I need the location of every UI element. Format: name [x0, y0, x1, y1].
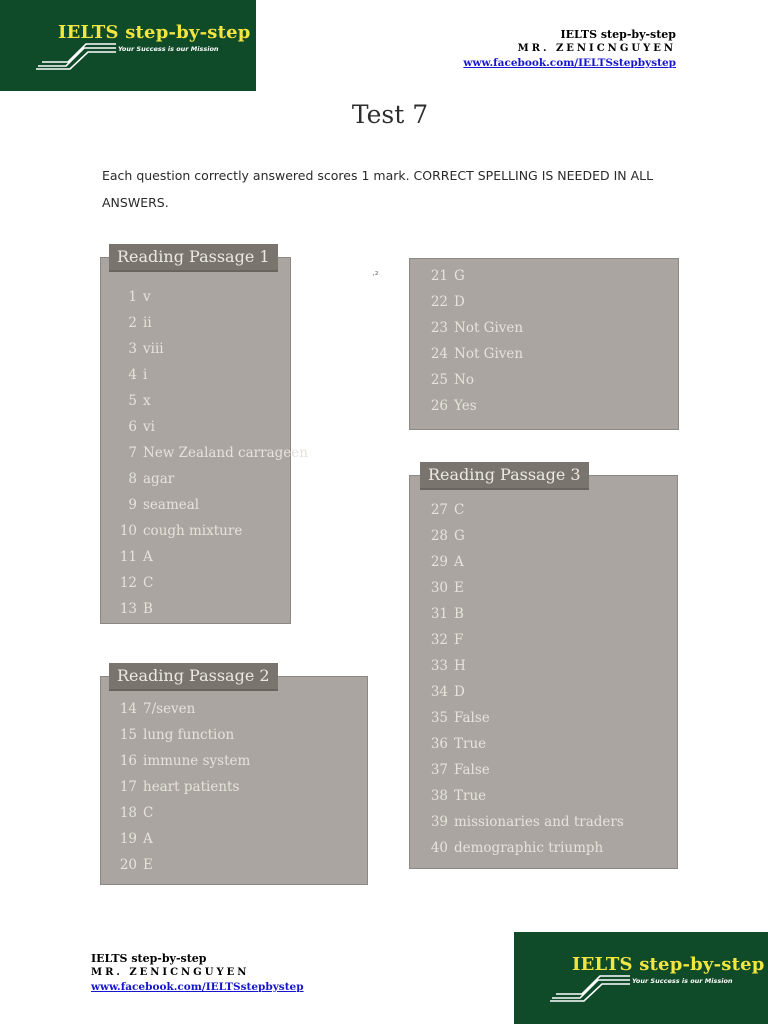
answer-text: cough mixture — [143, 523, 243, 539]
answer-number: 8 — [128, 471, 137, 487]
answer-text: True — [454, 736, 487, 752]
answer-item — [420, 315, 523, 341]
answer-text: i — [143, 367, 148, 383]
answer-text: ii — [143, 315, 152, 331]
answer-item — [109, 544, 308, 570]
answer-number: 2 — [128, 315, 137, 331]
answer-item — [109, 284, 308, 310]
answer-number: 29 — [430, 554, 448, 570]
answer-text: D — [454, 684, 465, 700]
footer-contact — [91, 952, 351, 994]
answer-number: 17 — [119, 779, 137, 795]
answer-number: 31 — [430, 606, 448, 622]
answer-text: missionaries and traders — [454, 814, 624, 830]
answer-item — [420, 601, 624, 627]
answer-text: H — [454, 658, 466, 674]
header-link[interactable]: www.facebook.com/IELTSstepbystep — [463, 57, 676, 69]
reading-passage-2-title: Reading Passage 2 — [109, 663, 278, 691]
answer-text: F — [454, 632, 464, 648]
answer-item — [109, 570, 308, 596]
answer-text: No — [454, 372, 474, 388]
answer-text: vi — [143, 419, 155, 435]
answer-item — [109, 852, 250, 878]
answer-text: agar — [143, 471, 175, 487]
answer-item — [109, 414, 308, 440]
answer-number: 3 — [128, 341, 137, 357]
answer-item — [109, 310, 308, 336]
answer-text: B — [143, 601, 153, 617]
answer-item — [109, 518, 308, 544]
answer-item — [109, 466, 308, 492]
answer-number: 27 — [430, 502, 448, 518]
reading-passage-1-title: Reading Passage 1 — [109, 244, 278, 272]
logo-tagline: Your Success is our Mission — [118, 45, 219, 53]
answer-number: 25 — [430, 372, 448, 388]
answer-text: v — [143, 289, 151, 305]
answer-number: 13 — [119, 601, 137, 617]
answer-list-p2-continued — [420, 263, 523, 419]
answer-item — [109, 696, 250, 722]
answer-number: 5 — [128, 393, 137, 409]
answer-number: 6 — [128, 419, 137, 435]
answer-text: A — [454, 554, 464, 570]
answer-item — [109, 388, 308, 414]
answer-text: Yes — [454, 398, 477, 414]
answer-number: 23 — [430, 320, 448, 336]
answer-number: 18 — [119, 805, 137, 821]
answer-number: 20 — [119, 857, 137, 873]
answer-item — [109, 440, 308, 466]
answer-text: Not Given — [454, 320, 524, 336]
header-brand: IELTS step-by-step — [560, 28, 676, 41]
answer-item — [420, 757, 624, 783]
answer-list-p2 — [109, 696, 250, 878]
answer-number: 26 — [430, 398, 448, 414]
answer-number: 11 — [119, 549, 137, 565]
answer-item — [420, 679, 624, 705]
answer-text: A — [143, 831, 153, 847]
answer-item — [420, 341, 523, 367]
answer-list-p3 — [420, 497, 624, 861]
answer-item — [420, 835, 624, 861]
answer-text: False — [454, 710, 490, 726]
answer-number: 33 — [430, 658, 448, 674]
answer-item — [420, 627, 624, 653]
answer-text: lung function — [143, 727, 235, 743]
answer-text: A — [143, 549, 153, 565]
answer-number: 37 — [430, 762, 448, 778]
answer-number: 34 — [430, 684, 448, 700]
answer-number: 21 — [430, 268, 448, 284]
scan-mark: ·² — [372, 271, 379, 281]
answer-number: 7 — [128, 445, 137, 461]
answer-number: 32 — [430, 632, 448, 648]
answer-item — [420, 263, 523, 289]
answer-text: D — [454, 294, 465, 310]
answer-number: 39 — [430, 814, 448, 830]
answer-item — [420, 289, 523, 315]
answer-text: 7/seven — [143, 701, 196, 717]
answer-text: viii — [143, 341, 164, 357]
answer-number: 14 — [119, 701, 137, 717]
answer-number: 28 — [430, 528, 448, 544]
answer-item — [109, 362, 308, 388]
answer-text: demographic triumph — [454, 840, 604, 856]
reading-passage-3-panel — [409, 465, 678, 869]
answer-item — [109, 492, 308, 518]
answer-item — [109, 800, 250, 826]
answer-number: 10 — [119, 523, 137, 539]
answer-item — [420, 809, 624, 835]
answer-number: 40 — [430, 840, 448, 856]
reading-passage-2-continued-panel — [409, 258, 679, 430]
answer-number: 24 — [430, 346, 448, 362]
answer-item — [420, 497, 624, 523]
header-author: MR. ZENICNGUYEN — [517, 43, 676, 54]
answer-number: 36 — [430, 736, 448, 752]
answer-text: G — [454, 268, 465, 284]
logo-bottom — [514, 932, 768, 1024]
logo-top — [0, 0, 256, 91]
answer-number: 1 — [128, 289, 137, 305]
answer-text: False — [454, 762, 490, 778]
logo-brand-name: IELTS step-by-step — [572, 954, 765, 975]
answer-text: G — [454, 528, 465, 544]
answer-item — [420, 731, 624, 757]
answer-number: 9 — [128, 497, 137, 513]
answer-item — [109, 596, 308, 622]
header-contact — [416, 28, 676, 70]
answer-number: 19 — [119, 831, 137, 847]
footer-brand: IELTS step-by-step — [91, 952, 207, 965]
answer-item — [420, 575, 624, 601]
answer-item — [109, 722, 250, 748]
swoosh-lines-icon — [550, 974, 632, 1002]
answer-number: 4 — [128, 367, 137, 383]
answer-text: immune system — [143, 753, 251, 769]
answer-number: 38 — [430, 788, 448, 804]
instructions-text: Each question correctly answered scores 1 mark. CORRECT SPELLING IS NEEDED IN ALL ANSWERS. — [102, 168, 654, 210]
logo-brand-name: IELTS step-by-step — [58, 22, 251, 43]
answer-item — [420, 523, 624, 549]
answer-item — [109, 336, 308, 362]
answer-number: 22 — [430, 294, 448, 310]
answer-number: 15 — [119, 727, 137, 743]
answer-number: 16 — [119, 753, 137, 769]
answer-item — [420, 367, 523, 393]
logo-tagline: Your Success is our Mission — [632, 977, 733, 985]
swoosh-lines-icon — [36, 42, 118, 70]
answer-item — [420, 705, 624, 731]
answer-text: heart patients — [143, 779, 240, 795]
answer-text: C — [143, 805, 154, 821]
answer-text: Not Given — [454, 346, 524, 362]
answer-text: E — [454, 580, 464, 596]
page-title: Test 7 — [351, 100, 429, 129]
answer-item — [420, 783, 624, 809]
answer-text: True — [454, 788, 487, 804]
answer-item — [109, 774, 250, 800]
reading-passage-3-title: Reading Passage 3 — [420, 462, 589, 490]
answer-text: B — [454, 606, 464, 622]
answer-text: seameal — [143, 497, 200, 513]
footer-link[interactable]: www.facebook.com/IELTSstepbystep — [91, 981, 304, 993]
answer-number: 12 — [119, 575, 137, 591]
footer-author: MR. ZENICNGUYEN — [91, 967, 250, 978]
answer-number: 35 — [430, 710, 448, 726]
answer-item — [420, 393, 523, 419]
answer-item — [109, 748, 250, 774]
answer-text: E — [143, 857, 153, 873]
answer-number: 30 — [430, 580, 448, 596]
answer-item — [420, 653, 624, 679]
answer-text: x — [143, 393, 151, 409]
reading-passage-1-panel — [100, 247, 308, 624]
reading-passage-2-panel — [100, 666, 368, 885]
answer-text: C — [454, 502, 465, 518]
answer-text: C — [143, 575, 154, 591]
answer-text: New Zealand carrageen — [143, 445, 308, 461]
answer-item — [420, 549, 624, 575]
answer-item — [109, 826, 250, 852]
answer-list-p1 — [109, 284, 308, 622]
